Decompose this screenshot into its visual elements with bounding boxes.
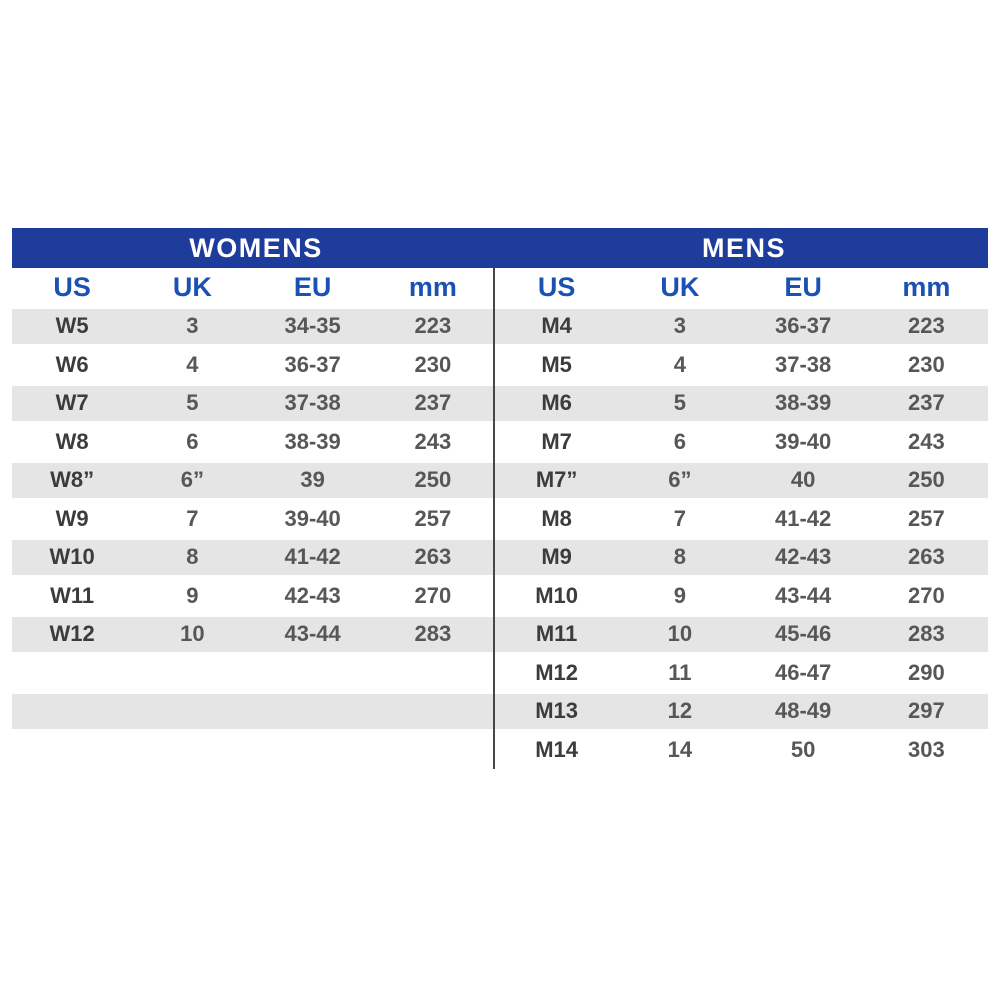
table-row	[12, 461, 493, 500]
table-row	[12, 423, 493, 462]
cell-us: W6	[55, 351, 89, 377]
cell-us: W8	[55, 428, 89, 454]
cell-us: W9	[55, 505, 89, 531]
cell-uk: 5	[186, 390, 199, 416]
cell-uk: 12	[667, 698, 693, 724]
table-row	[495, 346, 988, 385]
cell-uk: 10	[667, 621, 693, 647]
cell-mm: 283	[414, 621, 452, 647]
table-row	[495, 423, 988, 462]
table-row	[495, 692, 988, 731]
womens-section-title: WOMENS	[189, 232, 323, 263]
cell-mm: 243	[908, 428, 945, 454]
table-row	[495, 384, 988, 423]
cell-mm: 223	[414, 313, 452, 339]
cell-uk: 3	[186, 313, 199, 339]
table-row	[495, 577, 988, 616]
table-row	[12, 538, 493, 577]
table-row-empty	[12, 692, 493, 731]
cell-uk: 5	[673, 390, 686, 416]
cell-uk: 9	[673, 582, 686, 608]
cell-us: M6	[541, 390, 572, 416]
column-header-row	[495, 268, 988, 307]
table-row	[12, 346, 493, 385]
table-row	[12, 577, 493, 616]
cell-uk: 7	[673, 505, 686, 531]
size-chart	[12, 228, 988, 769]
cell-mm: 230	[414, 351, 452, 377]
cell-uk: 4	[673, 351, 686, 377]
cell-eu: 48-49	[774, 698, 832, 724]
cell-mm: 263	[414, 544, 452, 570]
cell-eu: 37-38	[774, 351, 832, 377]
cell-uk: 11	[668, 659, 692, 685]
cell-uk: 8	[186, 544, 199, 570]
cell-uk: 6”	[668, 467, 692, 493]
table-row-empty	[12, 654, 493, 693]
table-row	[495, 654, 988, 693]
table-row	[495, 307, 988, 346]
table-row	[12, 615, 493, 654]
table-row	[12, 500, 493, 539]
cell-uk: 7	[186, 505, 199, 531]
cell-mm: 223	[908, 313, 945, 339]
cell-eu: 39-40	[774, 428, 832, 454]
cell-eu: 38-39	[774, 390, 832, 416]
cell-eu: 43-44	[284, 621, 341, 647]
cell-eu: 36-37	[774, 313, 832, 339]
cell-uk: 8	[673, 544, 686, 570]
column-header-eu: EU	[293, 272, 332, 302]
cell-us: M5	[541, 351, 572, 377]
table-row	[495, 500, 988, 539]
cell-eu: 41-42	[284, 544, 341, 570]
cell-eu: 42-43	[774, 544, 832, 570]
cell-us: M10	[535, 582, 579, 608]
cell-eu: 34-35	[284, 313, 341, 339]
cell-eu: 45-46	[774, 621, 832, 647]
cell-mm: 290	[908, 659, 945, 685]
table-row	[495, 731, 988, 770]
cell-eu: 43-44	[774, 582, 832, 608]
cell-us: W10	[49, 544, 95, 570]
cell-eu: 36-37	[284, 351, 341, 377]
cell-eu: 42-43	[284, 582, 341, 608]
cell-us: M7”	[535, 467, 578, 493]
cell-mm: 263	[908, 544, 945, 570]
cell-mm: 283	[908, 621, 945, 647]
cell-mm: 257	[414, 505, 452, 531]
womens-table	[12, 268, 493, 731]
cell-eu: 37-38	[284, 390, 341, 416]
cell-eu: 50	[790, 736, 816, 762]
cell-us: W12	[49, 621, 95, 647]
cell-us: M4	[541, 313, 572, 339]
cell-us: M14	[535, 736, 579, 762]
cell-mm: 237	[414, 390, 452, 416]
column-header-eu: EU	[784, 272, 822, 302]
mens-section-title: MENS	[701, 232, 786, 263]
cell-mm: 270	[908, 582, 945, 608]
column-header-mm: mm	[902, 272, 951, 302]
cell-us: W11	[50, 582, 95, 608]
mens-table	[493, 268, 988, 769]
cell-mm: 250	[414, 467, 452, 493]
cell-uk: 3	[673, 313, 686, 339]
cell-eu: 41-42	[774, 505, 832, 531]
cell-us: M12	[535, 659, 579, 685]
cell-us: W7	[55, 390, 89, 416]
table-row	[495, 461, 988, 500]
column-header-uk: UK	[172, 272, 212, 302]
column-header-us: US	[53, 272, 91, 302]
cell-us: M9	[541, 544, 572, 570]
cell-mm: 297	[908, 698, 945, 724]
cell-mm: 243	[414, 428, 452, 454]
cell-mm: 250	[908, 467, 945, 493]
cell-eu: 39	[300, 467, 325, 493]
cell-us: M8	[541, 505, 572, 531]
cell-us: M7	[541, 428, 572, 454]
table-row	[495, 538, 988, 577]
cell-eu: 40	[790, 467, 816, 493]
column-header-uk: UK	[660, 272, 700, 302]
column-header-mm: mm	[408, 272, 457, 302]
cell-mm: 230	[908, 351, 945, 377]
chart-title-band	[12, 228, 988, 268]
cell-mm: 270	[414, 582, 452, 608]
cell-us: W5	[55, 313, 89, 339]
table-row	[495, 615, 988, 654]
cell-uk: 10	[180, 621, 205, 647]
cell-mm: 237	[908, 390, 945, 416]
column-header-row	[12, 268, 493, 307]
cell-eu: 39-40	[284, 505, 341, 531]
column-header-us: US	[537, 272, 576, 302]
table-row	[12, 384, 493, 423]
cell-mm: 303	[908, 736, 945, 762]
cell-uk: 6”	[180, 467, 204, 493]
cell-us: W8”	[50, 467, 95, 493]
cell-eu: 38-39	[284, 428, 341, 454]
cell-eu: 46-47	[774, 659, 832, 685]
cell-uk: 4	[186, 351, 199, 377]
size-chart-body	[12, 268, 988, 769]
cell-uk: 6	[673, 428, 686, 454]
table-row	[12, 307, 493, 346]
cell-uk: 6	[186, 428, 199, 454]
cell-mm: 257	[908, 505, 945, 531]
cell-us: M11	[535, 621, 578, 647]
cell-us: M13	[535, 698, 579, 724]
cell-uk: 14	[667, 736, 693, 762]
cell-uk: 9	[186, 582, 199, 608]
